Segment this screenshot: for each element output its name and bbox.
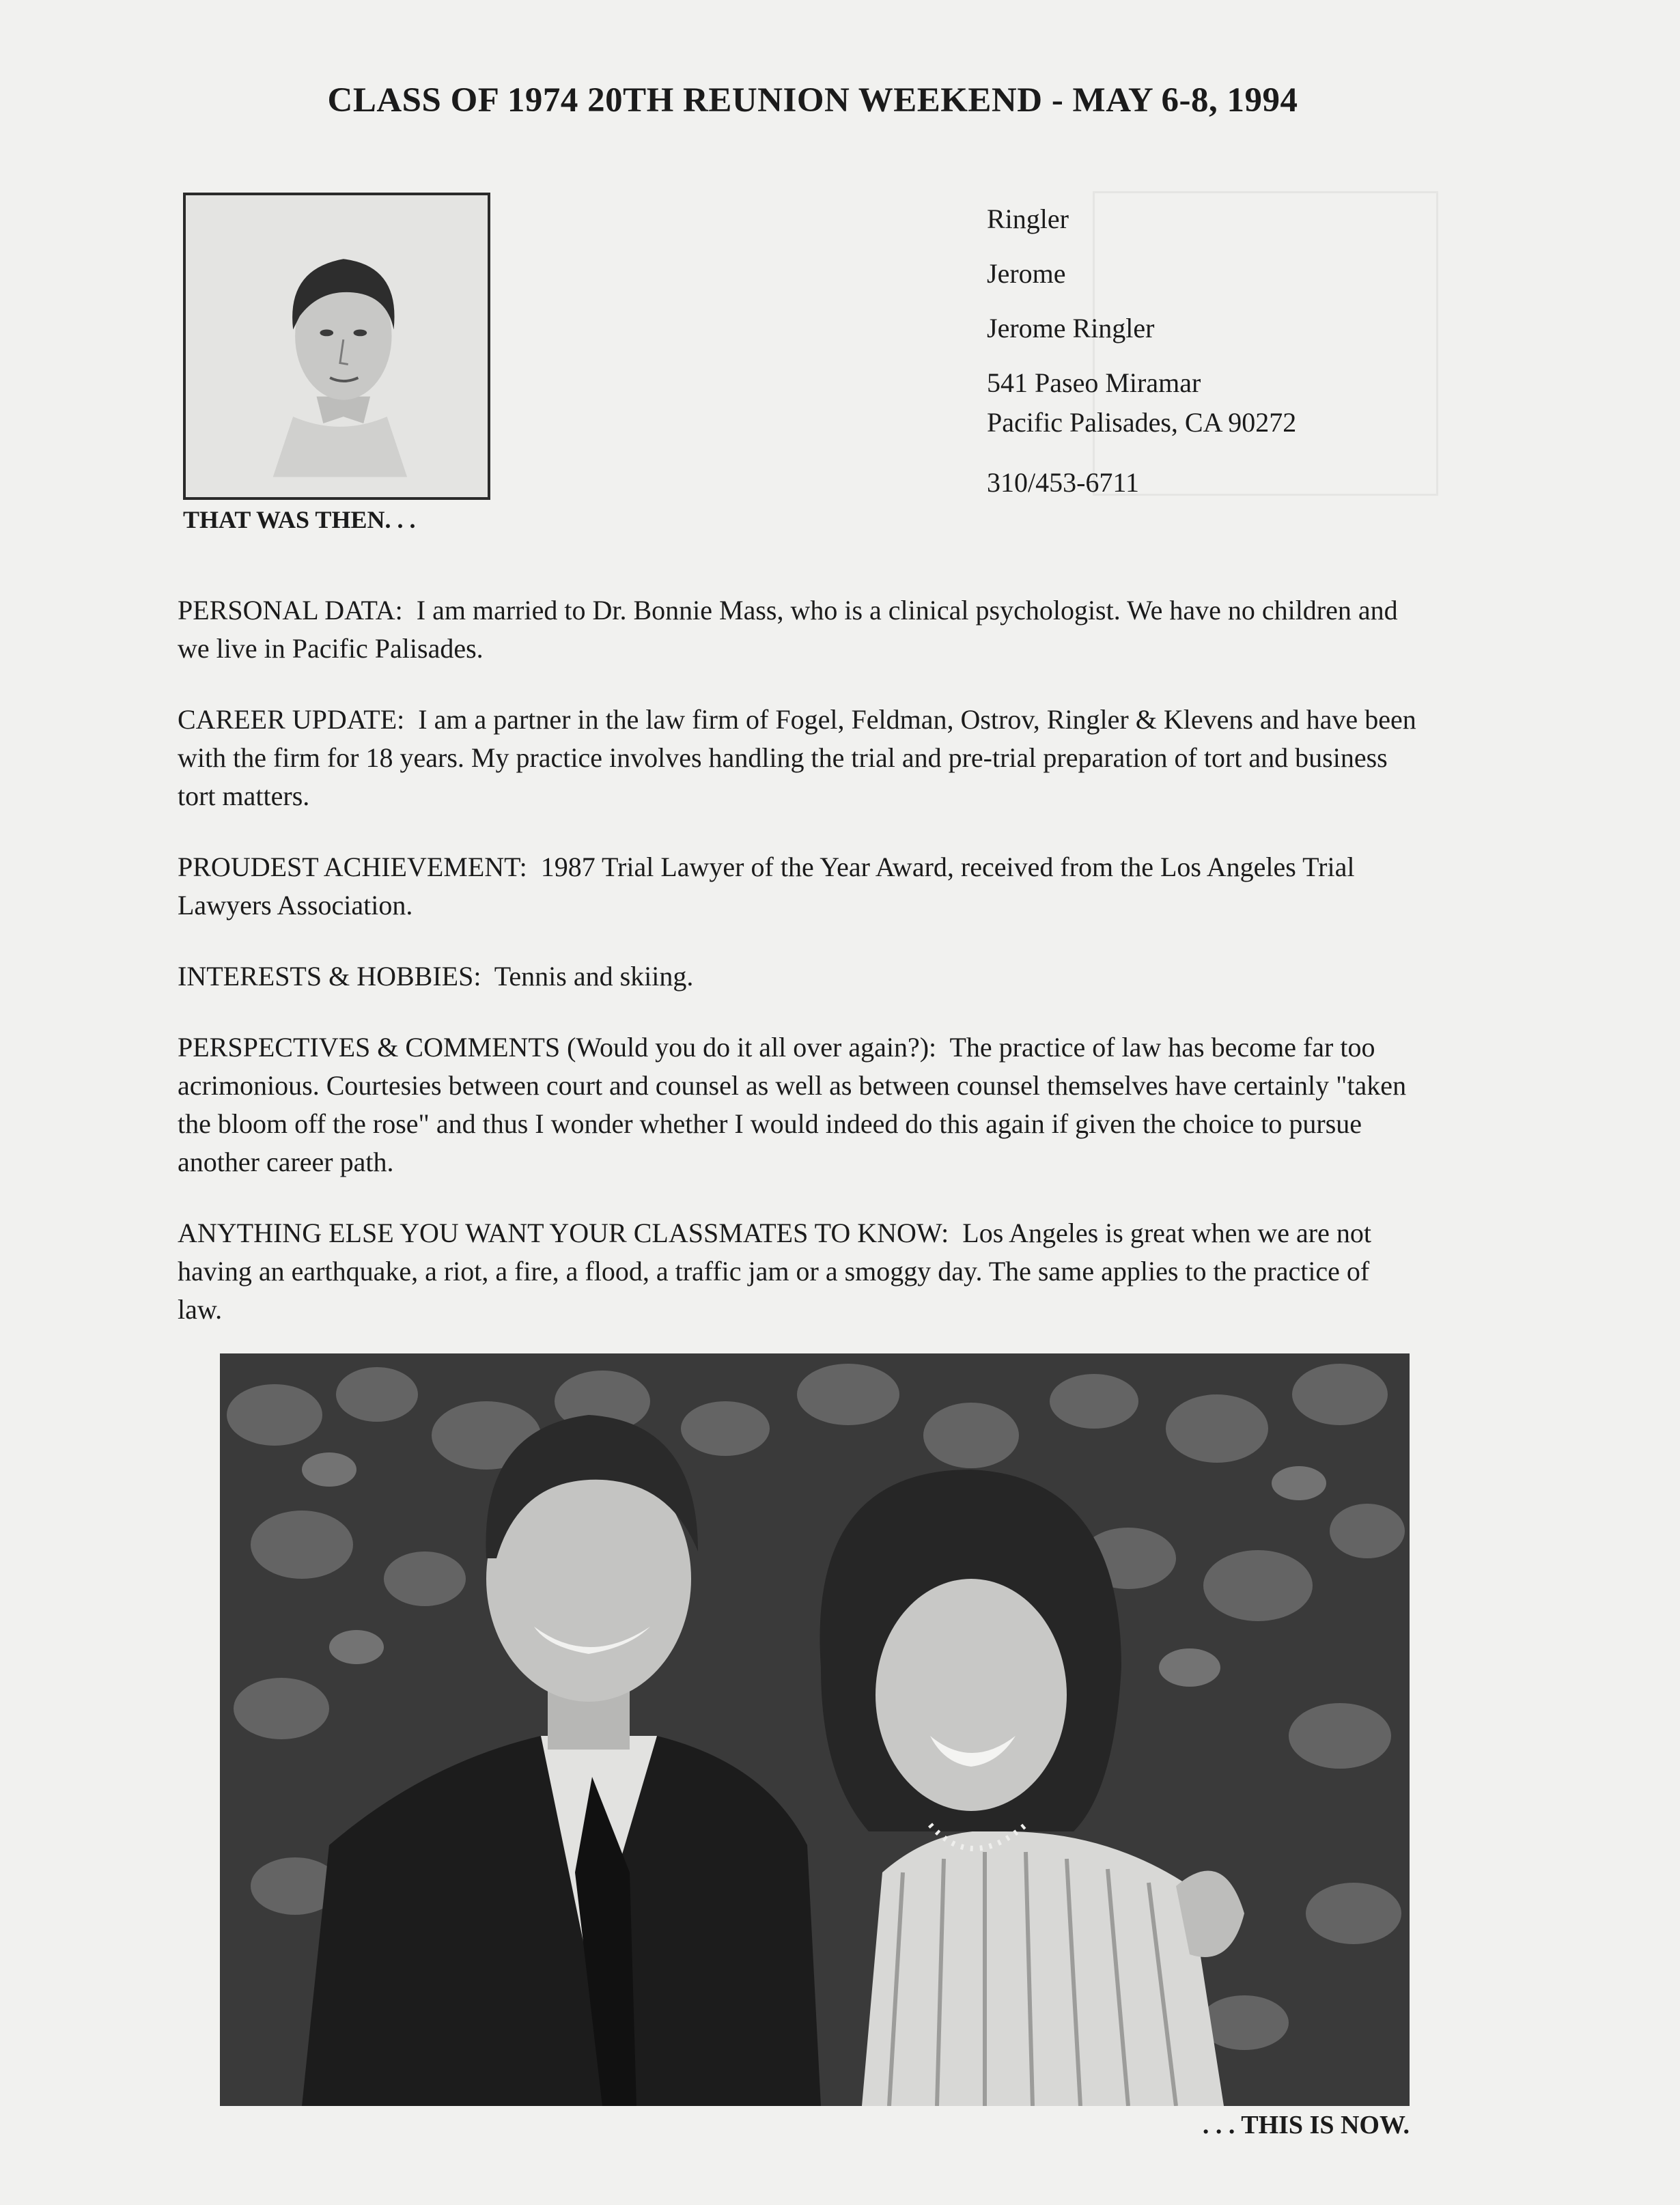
personal-data-text: I am married to Dr. Bonnie Mass, who is a clinical psychologist. We have no children and we live in Pacific Palisades. [178, 595, 1398, 664]
perspectives-comments-label: PERSPECTIVES & COMMENTS (Would you do it all over again?): [178, 1032, 937, 1063]
then-caption: THAT WAS THEN. . . [183, 506, 416, 533]
telephone-value: 310/453-6711 [987, 467, 1139, 498]
anything-else-text: Los Angeles is great when we are not having an earthquake, a riot, a fire, a flood, a traffic jam or a smoggy day. The same applies to the practice of law. [178, 1218, 1371, 1325]
personal-data-section [178, 591, 1420, 668]
proudest-achievement-section [178, 848, 1420, 925]
address-line-2: Pacific Palisades, CA 90272 [987, 407, 1297, 438]
couple-photo [220, 1353, 1410, 2106]
portrait-image [186, 195, 488, 497]
yearbook-portrait-photo [183, 193, 490, 500]
proudest-achievement-text: 1987 Trial Lawyer of the Year Award, received from the Los Angeles Trial Lawyers Association. [178, 852, 1355, 921]
career-update-text: I am a partner in the law firm of Fogel, Feldman, Ostrov, Ringler & Klevens and have been with the firm for 18 years. My practice involves handling the trial and pre-trial preparation of tort and business tort matters. [178, 704, 1416, 811]
interests-hobbies-label: INTERESTS & HOBBIES: [178, 961, 481, 992]
interests-hobbies-text: Tennis and skiing. [494, 961, 694, 992]
now-caption: . . . THIS IS NOW. [1202, 2111, 1410, 2139]
first-name-value: Jerome [987, 258, 1066, 289]
career-update-label: CAREER UPDATE: [178, 704, 405, 735]
anything-else-label: ANYTHING ELSE YOU WANT YOUR CLASSMATES TO KNOW: [178, 1218, 949, 1248]
profile-sections [178, 591, 1420, 1362]
perspectives-comments-text: The practice of law has become far too acrimonious. Courtesies between court and counsel as well as between counsel themselves have certainly "taken the bloom off the rose" and thus I wonder whether I would indeed do this again if given the choice to pursue another career path. [178, 1032, 1407, 1177]
personal-data-label: PERSONAL DATA: [178, 595, 403, 626]
address-line-1: 541 Paseo Miramar [987, 367, 1201, 398]
proudest-achievement-label: PROUDEST ACHIEVEMENT: [178, 852, 527, 882]
anything-else-section [178, 1214, 1420, 1329]
last-name-value: Ringler [987, 203, 1069, 234]
aka-now-value: Jerome Ringler [987, 313, 1155, 343]
career-update-section [178, 701, 1420, 815]
page-title: CLASS OF 1974 20TH REUNION WEEKEND - MAY 6-8, 1994 [327, 81, 1298, 120]
couple-image [220, 1353, 1410, 2106]
perspectives-comments-section [178, 1028, 1420, 1181]
interests-hobbies-section [178, 957, 1420, 996]
